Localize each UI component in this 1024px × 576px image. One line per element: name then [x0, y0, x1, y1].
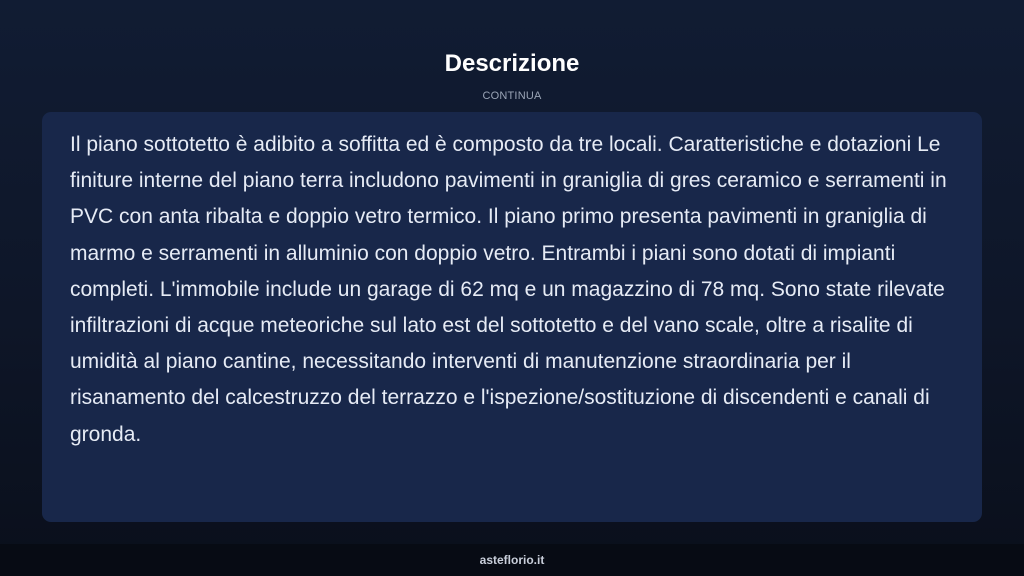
description-text: Il piano sottotetto è adibito a soffitta ed è composto da tre locali. Caratteristiche e dotazioni Le finiture interne del piano terra includono pavimenti in graniglia di gres ceramico e serramenti in PVC con anta ribalta e doppio vetro termico. Il piano primo presenta pavimenti in graniglia di marmo e serramenti in alluminio con doppio vetro. Entrambi i piani sono dotati di impianti completi. L'immobile include un garage di 62 mq e un magazzino di 78 mq. Sono state rilevate infiltrazioni di acque meteoriche sul lato est del sottotetto e del vano scale, oltre a risalite di umidità al piano cantine, necessitando interventi di manutenzione straordinaria per il risanamento del calcestruzzo del terrazzo e l'ispezione/sostituzione di discendenti e canali di gronda. [70, 133, 947, 446]
footer-site-name: asteflorio.it [479, 553, 545, 567]
description-card [42, 112, 982, 522]
continue-link[interactable]: CONTINUA [482, 90, 542, 102]
page-title: Descrizione [444, 50, 580, 77]
footer-bar [0, 544, 1024, 576]
